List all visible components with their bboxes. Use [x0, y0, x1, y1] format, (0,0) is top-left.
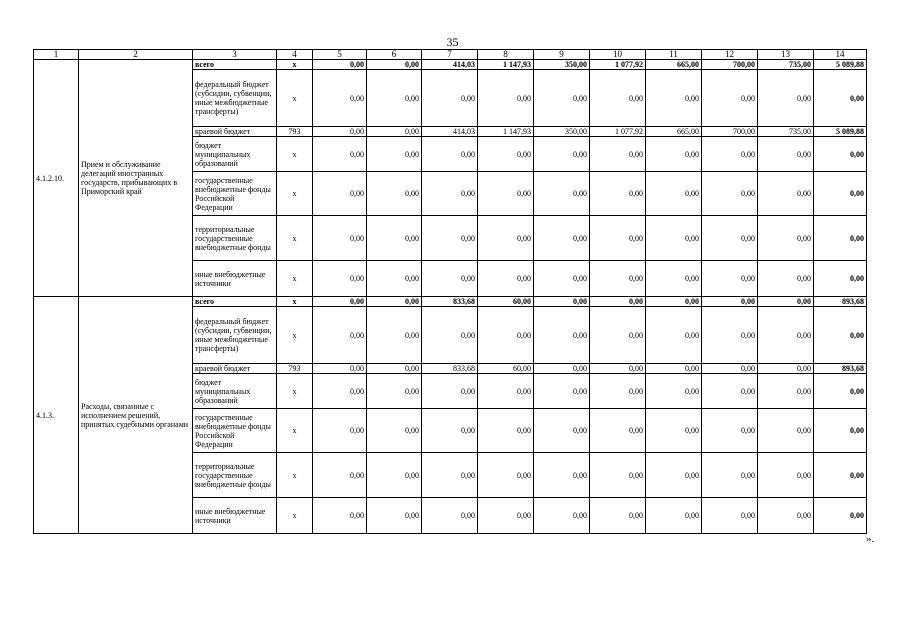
year-value: 414,03 — [422, 60, 478, 70]
year-value: 0,00 — [534, 137, 590, 172]
year-value: 350,00 — [534, 60, 590, 70]
year-value: 700,00 — [702, 60, 758, 70]
year-value: 0,00 — [758, 307, 814, 364]
year-value: 0,00 — [534, 498, 590, 534]
year-value: 0,00 — [422, 307, 478, 364]
year-value: 0,00 — [422, 453, 478, 498]
year-value: 0,00 — [702, 137, 758, 172]
total-value: 0,00 — [814, 409, 867, 453]
year-value: 0,00 — [422, 374, 478, 409]
year-value: 0,00 — [646, 297, 702, 307]
year-value: 1 147,93 — [478, 127, 534, 137]
total-value: 893,68 — [814, 297, 867, 307]
year-value: 0,00 — [534, 364, 590, 374]
funding-source: бюджет муниципальных образований — [193, 374, 277, 409]
year-value: 0,00 — [478, 409, 534, 453]
year-value: 0,00 — [702, 70, 758, 127]
funding-source: государственные внебюджетные фонды Российской Федерации — [193, 172, 277, 216]
year-value: 0,00 — [313, 137, 367, 172]
year-value: 0,00 — [313, 261, 367, 297]
year-value: 0,00 — [534, 307, 590, 364]
budget-code: х — [277, 409, 313, 453]
funding-source: краевой бюджет — [193, 127, 277, 137]
year-value: 0,00 — [367, 498, 422, 534]
year-value: 0,00 — [478, 498, 534, 534]
year-value: 0,00 — [367, 374, 422, 409]
year-value: 0,00 — [478, 137, 534, 172]
year-value: 414,03 — [422, 127, 478, 137]
year-value: 0,00 — [590, 216, 646, 261]
year-value: 665,00 — [646, 60, 702, 70]
year-value: 0,00 — [758, 374, 814, 409]
year-value: 0,00 — [534, 216, 590, 261]
budget-code: 793 — [277, 127, 313, 137]
header-cell: 2 — [79, 50, 193, 60]
year-value: 0,00 — [590, 70, 646, 127]
section-name: Расходы, связанные с исполнением решений, принятых судебными органами — [79, 297, 193, 534]
total-value: 5 089,88 — [814, 127, 867, 137]
total-value: 0,00 — [814, 261, 867, 297]
year-value: 833,68 — [422, 364, 478, 374]
year-value: 0,00 — [422, 70, 478, 127]
year-value: 0,00 — [702, 216, 758, 261]
year-value: 0,00 — [646, 261, 702, 297]
year-value: 1 147,93 — [478, 60, 534, 70]
year-value: 665,00 — [646, 127, 702, 137]
year-value: 0,00 — [590, 172, 646, 216]
year-value: 0,00 — [478, 172, 534, 216]
table-row — [34, 297, 867, 307]
year-value: 0,00 — [534, 374, 590, 409]
year-value: 0,00 — [313, 307, 367, 364]
year-value: 0,00 — [758, 172, 814, 216]
header-cell: 11 — [646, 50, 702, 60]
budget-code: х — [277, 60, 313, 70]
year-value: 0,00 — [313, 409, 367, 453]
year-value: 0,00 — [590, 137, 646, 172]
total-value: 0,00 — [814, 137, 867, 172]
year-value: 0,00 — [422, 137, 478, 172]
year-value: 0,00 — [590, 453, 646, 498]
year-value: 0,00 — [313, 70, 367, 127]
year-value: 0,00 — [367, 137, 422, 172]
year-value: 0,00 — [422, 172, 478, 216]
header-cell: 8 — [478, 50, 534, 60]
year-value: 0,00 — [367, 127, 422, 137]
funding-source: иные внебюджетные источники — [193, 498, 277, 534]
year-value: 0,00 — [313, 364, 367, 374]
section-name: Прием и обслуживание делегаций иностранных государств, прибывающих в Приморский край — [79, 60, 193, 297]
total-value: 893,68 — [814, 364, 867, 374]
year-value: 0,00 — [758, 409, 814, 453]
year-value: 0,00 — [702, 453, 758, 498]
funding-source: иные внебюджетные источники — [193, 261, 277, 297]
total-value: 5 089,88 — [814, 60, 867, 70]
year-value: 0,00 — [534, 70, 590, 127]
year-value: 700,00 — [702, 127, 758, 137]
year-value: 0,00 — [702, 297, 758, 307]
year-value: 60,00 — [478, 297, 534, 307]
year-value: 0,00 — [313, 127, 367, 137]
year-value: 0,00 — [422, 409, 478, 453]
budget-code: х — [277, 453, 313, 498]
budget-code: 793 — [277, 364, 313, 374]
year-value: 0,00 — [367, 216, 422, 261]
year-value: 0,00 — [367, 70, 422, 127]
funding-source: федеральный бюджет (субсидии, субвенции, иные межбюджетные трансферты) — [193, 307, 277, 364]
year-value: 0,00 — [313, 216, 367, 261]
year-value: 0,00 — [313, 172, 367, 216]
budget-code: х — [277, 261, 313, 297]
header-cell: 14 — [814, 50, 867, 60]
year-value: 0,00 — [367, 453, 422, 498]
year-value: 0,00 — [702, 498, 758, 534]
year-value: 0,00 — [758, 261, 814, 297]
year-value: 0,00 — [702, 409, 758, 453]
budget-code: х — [277, 172, 313, 216]
funding-source: краевой бюджет — [193, 364, 277, 374]
year-value: 0,00 — [478, 216, 534, 261]
budget-code: х — [277, 307, 313, 364]
year-value: 0,00 — [758, 216, 814, 261]
year-value: 0,00 — [702, 374, 758, 409]
year-value: 735,00 — [758, 60, 814, 70]
year-value: 0,00 — [367, 364, 422, 374]
header-cell: 3 — [193, 50, 277, 60]
header-cell: 4 — [277, 50, 313, 60]
year-value: 0,00 — [367, 172, 422, 216]
year-value: 1 077,92 — [590, 60, 646, 70]
year-value: 0,00 — [534, 409, 590, 453]
year-value: 0,00 — [702, 172, 758, 216]
section-code: 4.1.3. — [34, 297, 79, 534]
year-value: 0,00 — [534, 261, 590, 297]
year-value: 0,00 — [758, 453, 814, 498]
total-value: 0,00 — [814, 70, 867, 127]
year-value: 0,00 — [313, 453, 367, 498]
year-value: 0,00 — [478, 261, 534, 297]
funding-source: территориальные государственные внебюджетные фонды — [193, 453, 277, 498]
year-value: 0,00 — [534, 297, 590, 307]
year-value: 0,00 — [367, 261, 422, 297]
year-value: 833,68 — [422, 297, 478, 307]
year-value: 0,00 — [313, 498, 367, 534]
funding-source: федеральный бюджет (субсидии, субвенции, иные межбюджетные трансферты) — [193, 70, 277, 127]
budget-code: х — [277, 137, 313, 172]
year-value: 0,00 — [758, 364, 814, 374]
year-value: 0,00 — [590, 364, 646, 374]
section-code: 4.1.2.10. — [34, 60, 79, 297]
budget-table — [33, 49, 867, 534]
total-value: 0,00 — [814, 216, 867, 261]
year-value: 0,00 — [646, 409, 702, 453]
year-value: 0,00 — [367, 409, 422, 453]
year-value: 0,00 — [313, 297, 367, 307]
year-value: 0,00 — [646, 172, 702, 216]
year-value: 0,00 — [478, 374, 534, 409]
year-value: 0,00 — [758, 137, 814, 172]
funding-source: бюджет муниципальных образований — [193, 137, 277, 172]
total-value: 0,00 — [814, 498, 867, 534]
funding-source: государственные внебюджетные фонды Российской Федерации — [193, 409, 277, 453]
year-value: 1 077,92 — [590, 127, 646, 137]
year-value: 0,00 — [646, 364, 702, 374]
year-value: 0,00 — [534, 453, 590, 498]
year-value: 0,00 — [646, 453, 702, 498]
header-cell: 5 — [313, 50, 367, 60]
header-cell: 12 — [702, 50, 758, 60]
year-value: 0,00 — [758, 70, 814, 127]
year-value: 0,00 — [646, 307, 702, 364]
year-value: 0,00 — [646, 374, 702, 409]
year-value: 0,00 — [590, 498, 646, 534]
year-value: 0,00 — [646, 137, 702, 172]
year-value: 0,00 — [422, 261, 478, 297]
year-value: 0,00 — [646, 216, 702, 261]
year-value: 60,00 — [478, 364, 534, 374]
year-value: 0,00 — [313, 374, 367, 409]
year-value: 0,00 — [702, 364, 758, 374]
header-cell: 6 — [367, 50, 422, 60]
year-value: 350,00 — [534, 127, 590, 137]
year-value: 0,00 — [590, 307, 646, 364]
year-value: 0,00 — [478, 70, 534, 127]
page-number: 35 — [446, 35, 459, 49]
total-value: 0,00 — [814, 307, 867, 364]
total-value: 0,00 — [814, 374, 867, 409]
year-value: 0,00 — [590, 261, 646, 297]
header-cell: 1 — [34, 50, 79, 60]
year-value: 0,00 — [367, 307, 422, 364]
funding-source: территориальные государственные внебюджетные фонды — [193, 216, 277, 261]
total-value: 0,00 — [814, 172, 867, 216]
budget-code: х — [277, 216, 313, 261]
budget-code: х — [277, 498, 313, 534]
year-value: 735,00 — [758, 127, 814, 137]
budget-code: х — [277, 297, 313, 307]
year-value: 0,00 — [422, 498, 478, 534]
budget-code: х — [277, 374, 313, 409]
year-value: 0,00 — [313, 60, 367, 70]
year-value: 0,00 — [478, 453, 534, 498]
year-value: 0,00 — [646, 70, 702, 127]
table-row — [34, 60, 867, 70]
year-value: 0,00 — [590, 409, 646, 453]
year-value: 0,00 — [702, 261, 758, 297]
year-value: 0,00 — [646, 498, 702, 534]
budget-code: х — [277, 70, 313, 127]
year-value: 0,00 — [590, 374, 646, 409]
year-value: 0,00 — [367, 297, 422, 307]
year-value: 0,00 — [758, 297, 814, 307]
closing-quote-mark: ». — [866, 533, 875, 545]
funding-source: всего — [193, 60, 277, 70]
year-value: 0,00 — [367, 60, 422, 70]
header-cell: 7 — [422, 50, 478, 60]
year-value: 0,00 — [478, 307, 534, 364]
header-cell: 9 — [534, 50, 590, 60]
year-value: 0,00 — [534, 172, 590, 216]
header-cell: 13 — [758, 50, 814, 60]
header-row — [34, 50, 867, 60]
year-value: 0,00 — [422, 216, 478, 261]
year-value: 0,00 — [590, 297, 646, 307]
year-value: 0,00 — [758, 498, 814, 534]
year-value: 0,00 — [702, 307, 758, 364]
header-cell: 10 — [590, 50, 646, 60]
total-value: 0,00 — [814, 453, 867, 498]
funding-source: всего — [193, 297, 277, 307]
